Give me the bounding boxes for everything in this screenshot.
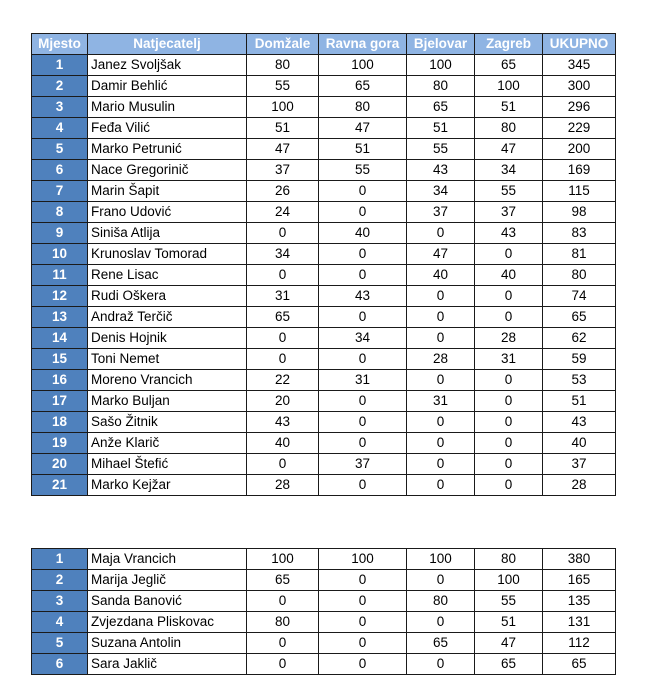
ravna-gora-cell: 0 (319, 307, 407, 328)
rank-cell: 13 (32, 307, 88, 328)
competitor-cell: Mihael Štefić (88, 454, 247, 475)
total-cell: 296 (543, 97, 616, 118)
ravna-gora-cell: 0 (319, 391, 407, 412)
table-row (32, 612, 616, 633)
rank-cell: 3 (32, 97, 88, 118)
total-cell: 28 (543, 475, 616, 496)
competitor-cell: Andraž Terčič (88, 307, 247, 328)
table-row (32, 570, 616, 591)
ravna-gora-cell: 0 (319, 202, 407, 223)
table-row (32, 76, 616, 97)
rank-cell: 18 (32, 412, 88, 433)
ravna-gora-cell: 0 (319, 265, 407, 286)
ravna-gora-cell: 31 (319, 370, 407, 391)
competitor-cell: Janez Svoljšak (88, 55, 247, 76)
domzale-cell: 0 (247, 591, 319, 612)
total-cell: 65 (543, 307, 616, 328)
total-cell: 380 (543, 549, 616, 570)
table-row (32, 654, 616, 675)
header-domzale: Domžale (247, 34, 319, 55)
rank-cell: 3 (32, 591, 88, 612)
competitor-cell: Marko Buljan (88, 391, 247, 412)
rank-cell: 6 (32, 160, 88, 181)
bjelovar-cell: 55 (407, 139, 475, 160)
bjelovar-cell: 0 (407, 570, 475, 591)
ravna-gora-cell: 40 (319, 223, 407, 244)
bjelovar-cell: 65 (407, 633, 475, 654)
ravna-gora-cell: 0 (319, 244, 407, 265)
domzale-cell: 0 (247, 654, 319, 675)
header-ravna-gora: Ravna gora (319, 34, 407, 55)
ravna-gora-cell: 0 (319, 181, 407, 202)
bjelovar-cell: 40 (407, 265, 475, 286)
rank-cell: 17 (32, 391, 88, 412)
competitor-cell: Nace Gregorinič (88, 160, 247, 181)
domzale-cell: 34 (247, 244, 319, 265)
table-row (32, 391, 616, 412)
bjelovar-cell: 0 (407, 654, 475, 675)
zagreb-cell: 0 (475, 475, 543, 496)
rank-cell: 4 (32, 118, 88, 139)
zagreb-cell: 0 (475, 391, 543, 412)
zagreb-cell: 80 (475, 118, 543, 139)
total-cell: 65 (543, 654, 616, 675)
ravna-gora-cell: 0 (319, 433, 407, 454)
ravna-gora-cell: 0 (319, 412, 407, 433)
competitor-cell: Sanda Banović (88, 591, 247, 612)
total-cell: 74 (543, 286, 616, 307)
domzale-cell: 40 (247, 433, 319, 454)
table-row (32, 244, 616, 265)
ravna-gora-cell: 80 (319, 97, 407, 118)
zagreb-cell: 28 (475, 328, 543, 349)
competitor-cell: Sara Jaklič (88, 654, 247, 675)
bjelovar-cell: 0 (407, 475, 475, 496)
competitor-cell: Denis Hojnik (88, 328, 247, 349)
rank-cell: 2 (32, 570, 88, 591)
table-row (32, 633, 616, 654)
ravna-gora-cell: 100 (319, 55, 407, 76)
ravna-gora-cell: 0 (319, 475, 407, 496)
table-row (32, 412, 616, 433)
competitor-cell: Marin Šapit (88, 181, 247, 202)
domzale-cell: 0 (247, 349, 319, 370)
competitor-cell: Damir Behlić (88, 76, 247, 97)
zagreb-cell: 37 (475, 202, 543, 223)
domzale-cell: 37 (247, 160, 319, 181)
domzale-cell: 55 (247, 76, 319, 97)
zagreb-cell: 34 (475, 160, 543, 181)
table-row (32, 265, 616, 286)
total-cell: 40 (543, 433, 616, 454)
ravna-gora-cell: 0 (319, 349, 407, 370)
domzale-cell: 24 (247, 202, 319, 223)
rank-cell: 5 (32, 139, 88, 160)
domzale-cell: 20 (247, 391, 319, 412)
domzale-cell: 100 (247, 549, 319, 570)
header-rank: Mjesto (32, 34, 88, 55)
header-zagreb: Zagreb (475, 34, 543, 55)
competitor-cell: Mario Musulin (88, 97, 247, 118)
total-cell: 80 (543, 265, 616, 286)
bjelovar-cell: 47 (407, 244, 475, 265)
competitor-cell: Rudi Oškera (88, 286, 247, 307)
total-cell: 37 (543, 454, 616, 475)
zagreb-cell: 80 (475, 549, 543, 570)
table-row (32, 549, 616, 570)
domzale-cell: 26 (247, 181, 319, 202)
rank-cell: 15 (32, 349, 88, 370)
zagreb-cell: 51 (475, 612, 543, 633)
bjelovar-cell: 51 (407, 118, 475, 139)
total-cell: 115 (543, 181, 616, 202)
competitor-cell: Moreno Vrancich (88, 370, 247, 391)
domzale-cell: 0 (247, 454, 319, 475)
total-cell: 53 (543, 370, 616, 391)
domzale-cell: 80 (247, 55, 319, 76)
table-row (32, 118, 616, 139)
ravna-gora-cell: 0 (319, 654, 407, 675)
total-cell: 62 (543, 328, 616, 349)
rank-cell: 7 (32, 181, 88, 202)
competitor-cell: Siniša Atlija (88, 223, 247, 244)
bjelovar-cell: 0 (407, 370, 475, 391)
table-row (32, 454, 616, 475)
competitor-cell: Marko Petrunić (88, 139, 247, 160)
table-row (32, 591, 616, 612)
ravna-gora-cell: 0 (319, 570, 407, 591)
bjelovar-cell: 80 (407, 76, 475, 97)
competitor-cell: Sašo Žitnik (88, 412, 247, 433)
ravna-gora-cell: 0 (319, 612, 407, 633)
table-row (32, 97, 616, 118)
table-row (32, 139, 616, 160)
table-row (32, 286, 616, 307)
ravna-gora-cell: 43 (319, 286, 407, 307)
ravna-gora-cell: 37 (319, 454, 407, 475)
competitor-cell: Marija Jeglič (88, 570, 247, 591)
men-results-table (31, 33, 616, 496)
table-row (32, 370, 616, 391)
competitor-cell: Zvjezdana Pliskovac (88, 612, 247, 633)
table-row (32, 202, 616, 223)
table-row (32, 349, 616, 370)
bjelovar-cell: 34 (407, 181, 475, 202)
table-row (32, 475, 616, 496)
zagreb-cell: 65 (475, 55, 543, 76)
total-cell: 59 (543, 349, 616, 370)
total-cell: 345 (543, 55, 616, 76)
zagreb-cell: 55 (475, 591, 543, 612)
total-cell: 43 (543, 412, 616, 433)
bjelovar-cell: 0 (407, 454, 475, 475)
zagreb-cell: 0 (475, 307, 543, 328)
table-row (32, 181, 616, 202)
table-row (32, 307, 616, 328)
competitor-cell: Frano Udović (88, 202, 247, 223)
zagreb-cell: 43 (475, 223, 543, 244)
domzale-cell: 65 (247, 307, 319, 328)
rank-cell: 14 (32, 328, 88, 349)
ravna-gora-cell: 0 (319, 591, 407, 612)
total-cell: 81 (543, 244, 616, 265)
table-row (32, 55, 616, 76)
total-cell: 131 (543, 612, 616, 633)
total-cell: 98 (543, 202, 616, 223)
zagreb-cell: 0 (475, 433, 543, 454)
domzale-cell: 43 (247, 412, 319, 433)
ravna-gora-cell: 65 (319, 76, 407, 97)
bjelovar-cell: 65 (407, 97, 475, 118)
competitor-cell: Rene Lisac (88, 265, 247, 286)
header-total: UKUPNO (543, 34, 616, 55)
bjelovar-cell: 0 (407, 433, 475, 454)
domzale-cell: 100 (247, 97, 319, 118)
zagreb-cell: 47 (475, 633, 543, 654)
domzale-cell: 0 (247, 328, 319, 349)
ravna-gora-cell: 51 (319, 139, 407, 160)
total-cell: 112 (543, 633, 616, 654)
rank-cell: 11 (32, 265, 88, 286)
bjelovar-cell: 31 (407, 391, 475, 412)
competitor-cell: Toni Nemet (88, 349, 247, 370)
zagreb-cell: 0 (475, 412, 543, 433)
rank-cell: 16 (32, 370, 88, 391)
competitor-cell: Marko Kejžar (88, 475, 247, 496)
total-cell: 229 (543, 118, 616, 139)
bjelovar-cell: 100 (407, 549, 475, 570)
header-bjelovar: Bjelovar (407, 34, 475, 55)
rank-cell: 8 (32, 202, 88, 223)
rank-cell: 10 (32, 244, 88, 265)
rank-cell: 1 (32, 549, 88, 570)
total-cell: 200 (543, 139, 616, 160)
domzale-cell: 22 (247, 370, 319, 391)
zagreb-cell: 0 (475, 454, 543, 475)
rank-cell: 4 (32, 612, 88, 633)
competitor-cell: Feđa Vilić (88, 118, 247, 139)
ravna-gora-cell: 47 (319, 118, 407, 139)
domzale-cell: 0 (247, 633, 319, 654)
ravna-gora-cell: 0 (319, 633, 407, 654)
zagreb-cell: 0 (475, 286, 543, 307)
bjelovar-cell: 80 (407, 591, 475, 612)
competitor-cell: Suzana Antolin (88, 633, 247, 654)
total-cell: 135 (543, 591, 616, 612)
zagreb-cell: 47 (475, 139, 543, 160)
table-row (32, 328, 616, 349)
zagreb-cell: 31 (475, 349, 543, 370)
rank-cell: 9 (32, 223, 88, 244)
rank-cell: 20 (32, 454, 88, 475)
bjelovar-cell: 0 (407, 412, 475, 433)
domzale-cell: 65 (247, 570, 319, 591)
domzale-cell: 0 (247, 223, 319, 244)
header-row (32, 34, 616, 55)
zagreb-cell: 100 (475, 570, 543, 591)
rank-cell: 19 (32, 433, 88, 454)
bjelovar-cell: 0 (407, 612, 475, 633)
total-cell: 300 (543, 76, 616, 97)
bjelovar-cell: 0 (407, 307, 475, 328)
domzale-cell: 28 (247, 475, 319, 496)
domzale-cell: 31 (247, 286, 319, 307)
zagreb-cell: 65 (475, 654, 543, 675)
zagreb-cell: 100 (475, 76, 543, 97)
ravna-gora-cell: 55 (319, 160, 407, 181)
zagreb-cell: 0 (475, 244, 543, 265)
competitor-cell: Anže Klarič (88, 433, 247, 454)
bjelovar-cell: 43 (407, 160, 475, 181)
table-row (32, 160, 616, 181)
rank-cell: 6 (32, 654, 88, 675)
ravna-gora-cell: 100 (319, 549, 407, 570)
domzale-cell: 0 (247, 265, 319, 286)
competitor-cell: Maja Vrancich (88, 549, 247, 570)
total-cell: 83 (543, 223, 616, 244)
zagreb-cell: 40 (475, 265, 543, 286)
bjelovar-cell: 0 (407, 328, 475, 349)
bjelovar-cell: 37 (407, 202, 475, 223)
zagreb-cell: 55 (475, 181, 543, 202)
ravna-gora-cell: 34 (319, 328, 407, 349)
rank-cell: 21 (32, 475, 88, 496)
total-cell: 169 (543, 160, 616, 181)
bjelovar-cell: 0 (407, 223, 475, 244)
rank-cell: 2 (32, 76, 88, 97)
bjelovar-cell: 0 (407, 286, 475, 307)
domzale-cell: 80 (247, 612, 319, 633)
total-cell: 165 (543, 570, 616, 591)
table-row (32, 433, 616, 454)
women-results-table (31, 548, 616, 675)
total-cell: 51 (543, 391, 616, 412)
rank-cell: 5 (32, 633, 88, 654)
header-competitor: Natjecatelj (88, 34, 247, 55)
domzale-cell: 51 (247, 118, 319, 139)
domzale-cell: 47 (247, 139, 319, 160)
rank-cell: 1 (32, 55, 88, 76)
bjelovar-cell: 100 (407, 55, 475, 76)
table-row (32, 223, 616, 244)
bjelovar-cell: 28 (407, 349, 475, 370)
zagreb-cell: 51 (475, 97, 543, 118)
zagreb-cell: 0 (475, 370, 543, 391)
competitor-cell: Krunoslav Tomorad (88, 244, 247, 265)
rank-cell: 12 (32, 286, 88, 307)
